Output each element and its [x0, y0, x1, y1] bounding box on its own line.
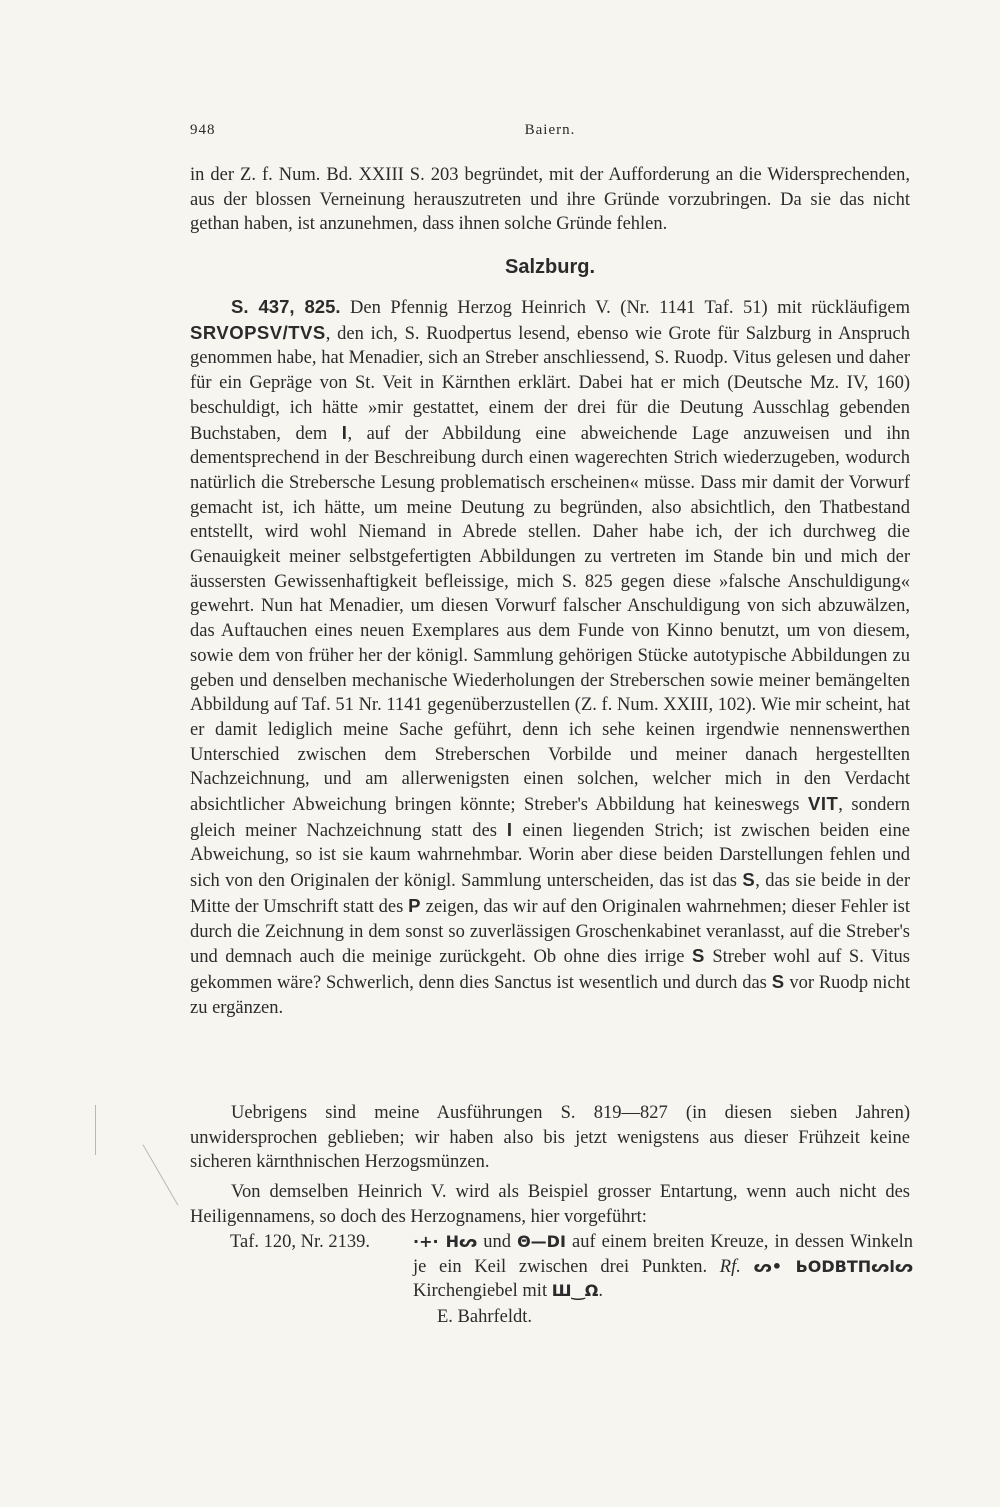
- paragraph-example-text: Von demselben Heinrich V. wird als Beispiel grosser Entartung, wenn auch nicht des Heiligennamens, so doch des Herzognamens, hier vorgeführt:: [190, 1182, 910, 1227]
- text-run: , sondern gleich meiner Nachzeichnung statt des: [190, 795, 910, 841]
- text-run: Kirchengiebel mit: [413, 1281, 552, 1302]
- coin-letter: I: [341, 421, 348, 443]
- coin-legend: SRVOPSV/TVS: [190, 321, 326, 343]
- paragraph-conclusion: [190, 1101, 910, 1175]
- page-number: 948: [190, 122, 216, 138]
- text-run: und: [477, 1232, 518, 1252]
- obverse-legend: ·+· Hᔕ: [413, 1232, 478, 1251]
- coin-letter: I: [506, 818, 513, 840]
- text-run: zeigen, das wir auf den Originalen wahrnehmen; dieser Fehler ist durch die Zeichnung in dem sonst so zuverlässigen Groschenkabinet veranlasst, auf die Streber's und demnach auch die meinige zurückgeht. Ob ohne dies irrige: [190, 896, 910, 968]
- coin-letter: S: [742, 869, 756, 891]
- catalog-entry-description: [413, 1230, 913, 1304]
- margin-mark: [95, 1105, 96, 1155]
- paragraph-example: [190, 1180, 910, 1229]
- coin-letter: S: [692, 945, 705, 967]
- coin-letter: P: [408, 894, 421, 916]
- margin-mark: [143, 1144, 179, 1205]
- text-run: einen liegenden Strich; ist zwischen beiden eine Abweichung, so ist sie kaum wahrnehmbar. Worin aber diese beiden Darstellungen fehlen und sich von den Originalen der königl. Sammlung unterscheiden, das ist das: [190, 820, 910, 892]
- text-run: , auf der Abbildung eine abweichende Lage anzuweisen und ihn dementsprechend in der Beschreibung durch einen wagerechten Strich wiederzugeben, wodurch natürlich die Strebersche Lesung problematisch erscheinen« müsse. Dass mir damit der Vorwurf gemacht ist, ich hätte, um meine Deutung zu begründen, also absichtlich, den Thatbestand entstellt, wird wohl Niemand in Abrede stellen. Daher habe ich, der ich durchweg die Genauigkeit meiner selbstgefertigten Abbildungen zu vertreten im Stande bin und mich der äussersten Gewissenhaftigkeit befleissige, mich S. 825 gegen diese »falsche Anschuldigung« gewehrt. Nun hat Menadier, um diesen Vorwurf falscher Anschuldigung von sich abzuwälzen, das Auftauchen eines neuen Exemplares aus dem Funde von Kinno benutzt, um von diesem, sowie dem von früher her der königl. Sammlung gehörigen Stücke autotypische Abbildungen zu geben und denselben mechanische Wiederholungen der Streberschen sowie meiner bemängelten Abbildung auf Taf. 51 Nr. 1141 gegenüberzustellen (Z. f. Num. XXIII, 102). Wie mir scheint, hat er damit lediglich meine Sache geführt, denn ich sehe keinen irgendwie nennenswerthen Unterschied zwischen dem Streberschen Vorbilde und meiner danach hergestellten Nachzeichnung, und am allerwenigsten einen solchen, welcher mich in den Verdacht absichtlicher Abweichung bringen könnte; Streber's Abbildung hat keineswegs: [190, 423, 910, 816]
- page-reference: S. 437, 825.: [231, 296, 341, 317]
- catalog-entry-label: Taf. 120, Nr. 2139.: [230, 1232, 371, 1252]
- reverse-legend: ᔕ• ЬODBTΠᔕlᔕ: [753, 1256, 913, 1276]
- text-run: auf einem breiten Kreuze, in dessen Winkeln je ein Keil zwischen drei Punkten.: [413, 1232, 913, 1277]
- text-run: .: [598, 1281, 603, 1302]
- obverse-legend: Θ—DI: [517, 1232, 566, 1251]
- text-run: Streber wohl auf S. Vitus gekommen wäre? Schwerlich, denn dies Sanctus ist wesentlich und durch das: [190, 947, 910, 993]
- paragraph-intro-text: in der Z. f. Num. Bd. XXIII S. 203 begründet, mit der Aufforderung an die Widersprechenden, aus der blossen Verneinung herauszutreten und ihre Gründe vorzubringen. Da sie das nicht gethan haben, ist anzunehmen, dass ihnen solche Gründe fehlen.: [190, 165, 910, 235]
- page-header: [190, 122, 910, 144]
- text-run: , das sie beide in der Mitte der Umschrift statt des: [190, 871, 910, 917]
- running-title: Baiern.: [524, 122, 576, 138]
- author-signature: E. Bahrfeldt.: [437, 1307, 533, 1327]
- reverse-legend: Ш‿Ω: [551, 1281, 599, 1301]
- section-heading: Salzburg.: [504, 256, 595, 278]
- text-run: Den Pfennig Herzog Heinrich V. (Nr. 1141 Taf. 51) mit rückläufigem: [340, 298, 910, 318]
- coin-legend: VIT: [808, 793, 839, 815]
- reverse-marker: Rf.: [719, 1256, 741, 1277]
- coin-letter: S: [771, 970, 785, 992]
- text-run: , den ich, S. Ruodpertus lesend, ebenso wie Grote für Salzburg in Anspruch genommen habe, hat Menadier, sich an Streber anschliessend, S. Ruodp. Vitus gelesen und daher für ein Gepräge von St. Veit in Kärnthen erklärt. Dabei hat er mich (Deutsche Mz. IV, 160) beschuldigt, ich hätte »mir gestattet, einem der drei für die Deutung Ausschlag gebenden Buchstaben, dem: [190, 323, 910, 444]
- text-run: vor Ruodp nicht zu ergänzen.: [190, 972, 910, 1018]
- paragraph-conclusion-text: Uebrigens sind meine Ausführungen S. 819—827 (in diesen sieben Jahren) unwidersprochen geblieben; wir haben also bis jetzt wenigstens aus dieser Frühzeit keine sicheren kärnthnischen Herzogsmünzen.: [190, 1103, 910, 1173]
- paragraph-intro: [190, 163, 910, 237]
- paragraph-salzburg: [190, 295, 910, 1020]
